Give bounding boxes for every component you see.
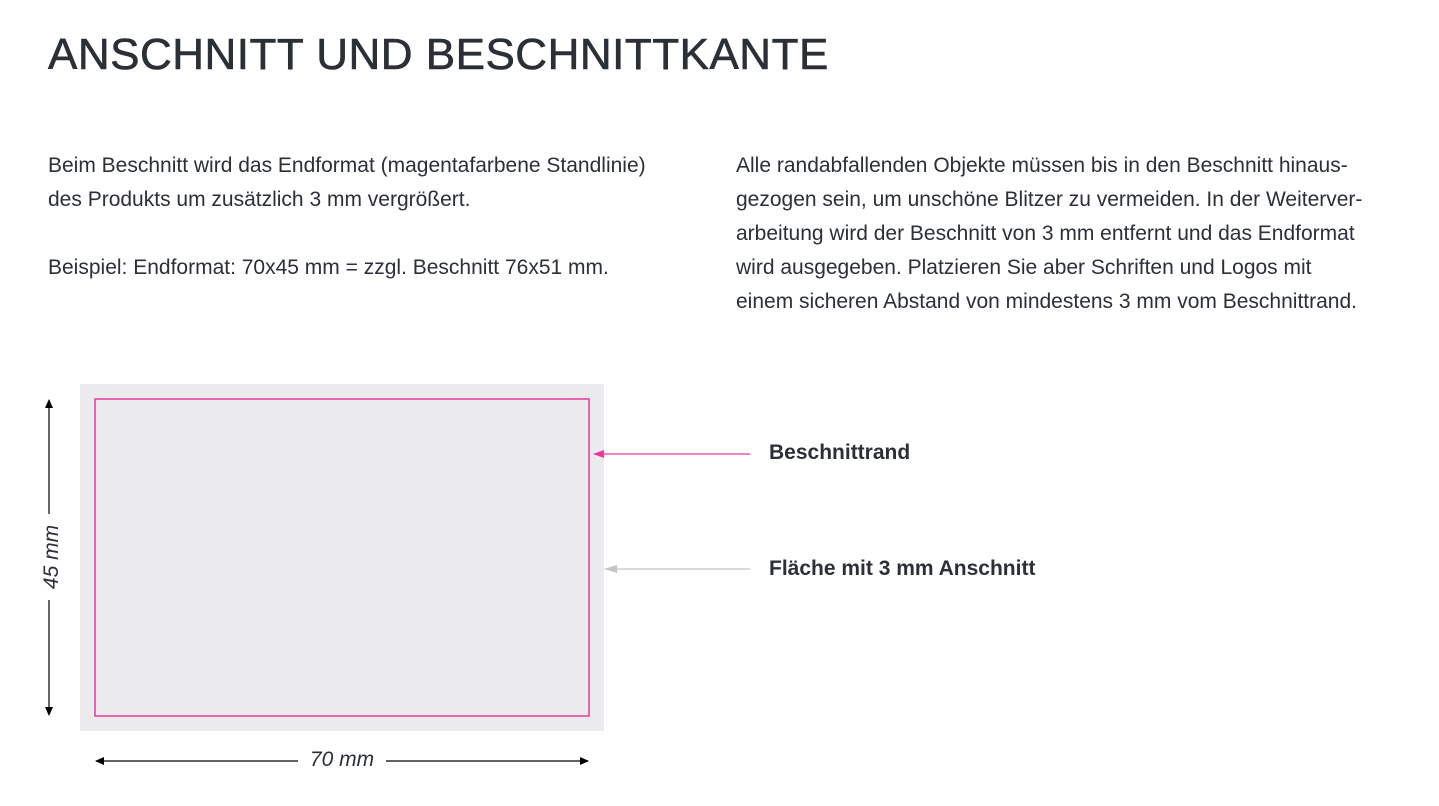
intro-left-line-2: des Produkts um zusätzlich 3 mm vergrößert. (48, 188, 471, 211)
intro-right-line-3: arbeitung wird der Beschnitt von 3 mm entfernt und das Endformat (736, 222, 1355, 245)
intro-right-line-2: gezogen sein, um unschöne Blitzer zu vermeiden. In der Weiterver- (736, 188, 1363, 211)
height-dimension-label: 45 mm (40, 515, 64, 599)
intro-right-text (736, 149, 1362, 319)
bleed-area (80, 384, 604, 731)
intro-right-line-1: Alle randabfallenden Objekte müssen bis in den Beschnitt hinaus- (736, 154, 1348, 177)
trim-line (95, 399, 589, 716)
bleed-area-label: Fläche mit 3 mm Anschnitt (769, 557, 1036, 580)
intro-left-text (48, 149, 646, 285)
intro-left-line-1: Beim Beschnitt wird das Endformat (magentafarbene Standlinie) (48, 154, 646, 177)
page-title: ANSCHNITT UND BESCHNITTKANTE (48, 30, 829, 79)
trim-edge-label: Beschnittrand (769, 441, 911, 464)
width-dimension-label: 70 mm (300, 748, 384, 772)
example-line: Beispiel: Endformat: 70x45 mm = zzgl. Beschnitt 76x51 mm. (48, 256, 609, 279)
intro-right-line-4: wird ausgegeben. Platzieren Sie aber Schriften und Logos mit (736, 256, 1312, 279)
intro-right-line-5: einem sicheren Abstand von mindestens 3 mm vom Beschnittrand. (736, 290, 1357, 313)
